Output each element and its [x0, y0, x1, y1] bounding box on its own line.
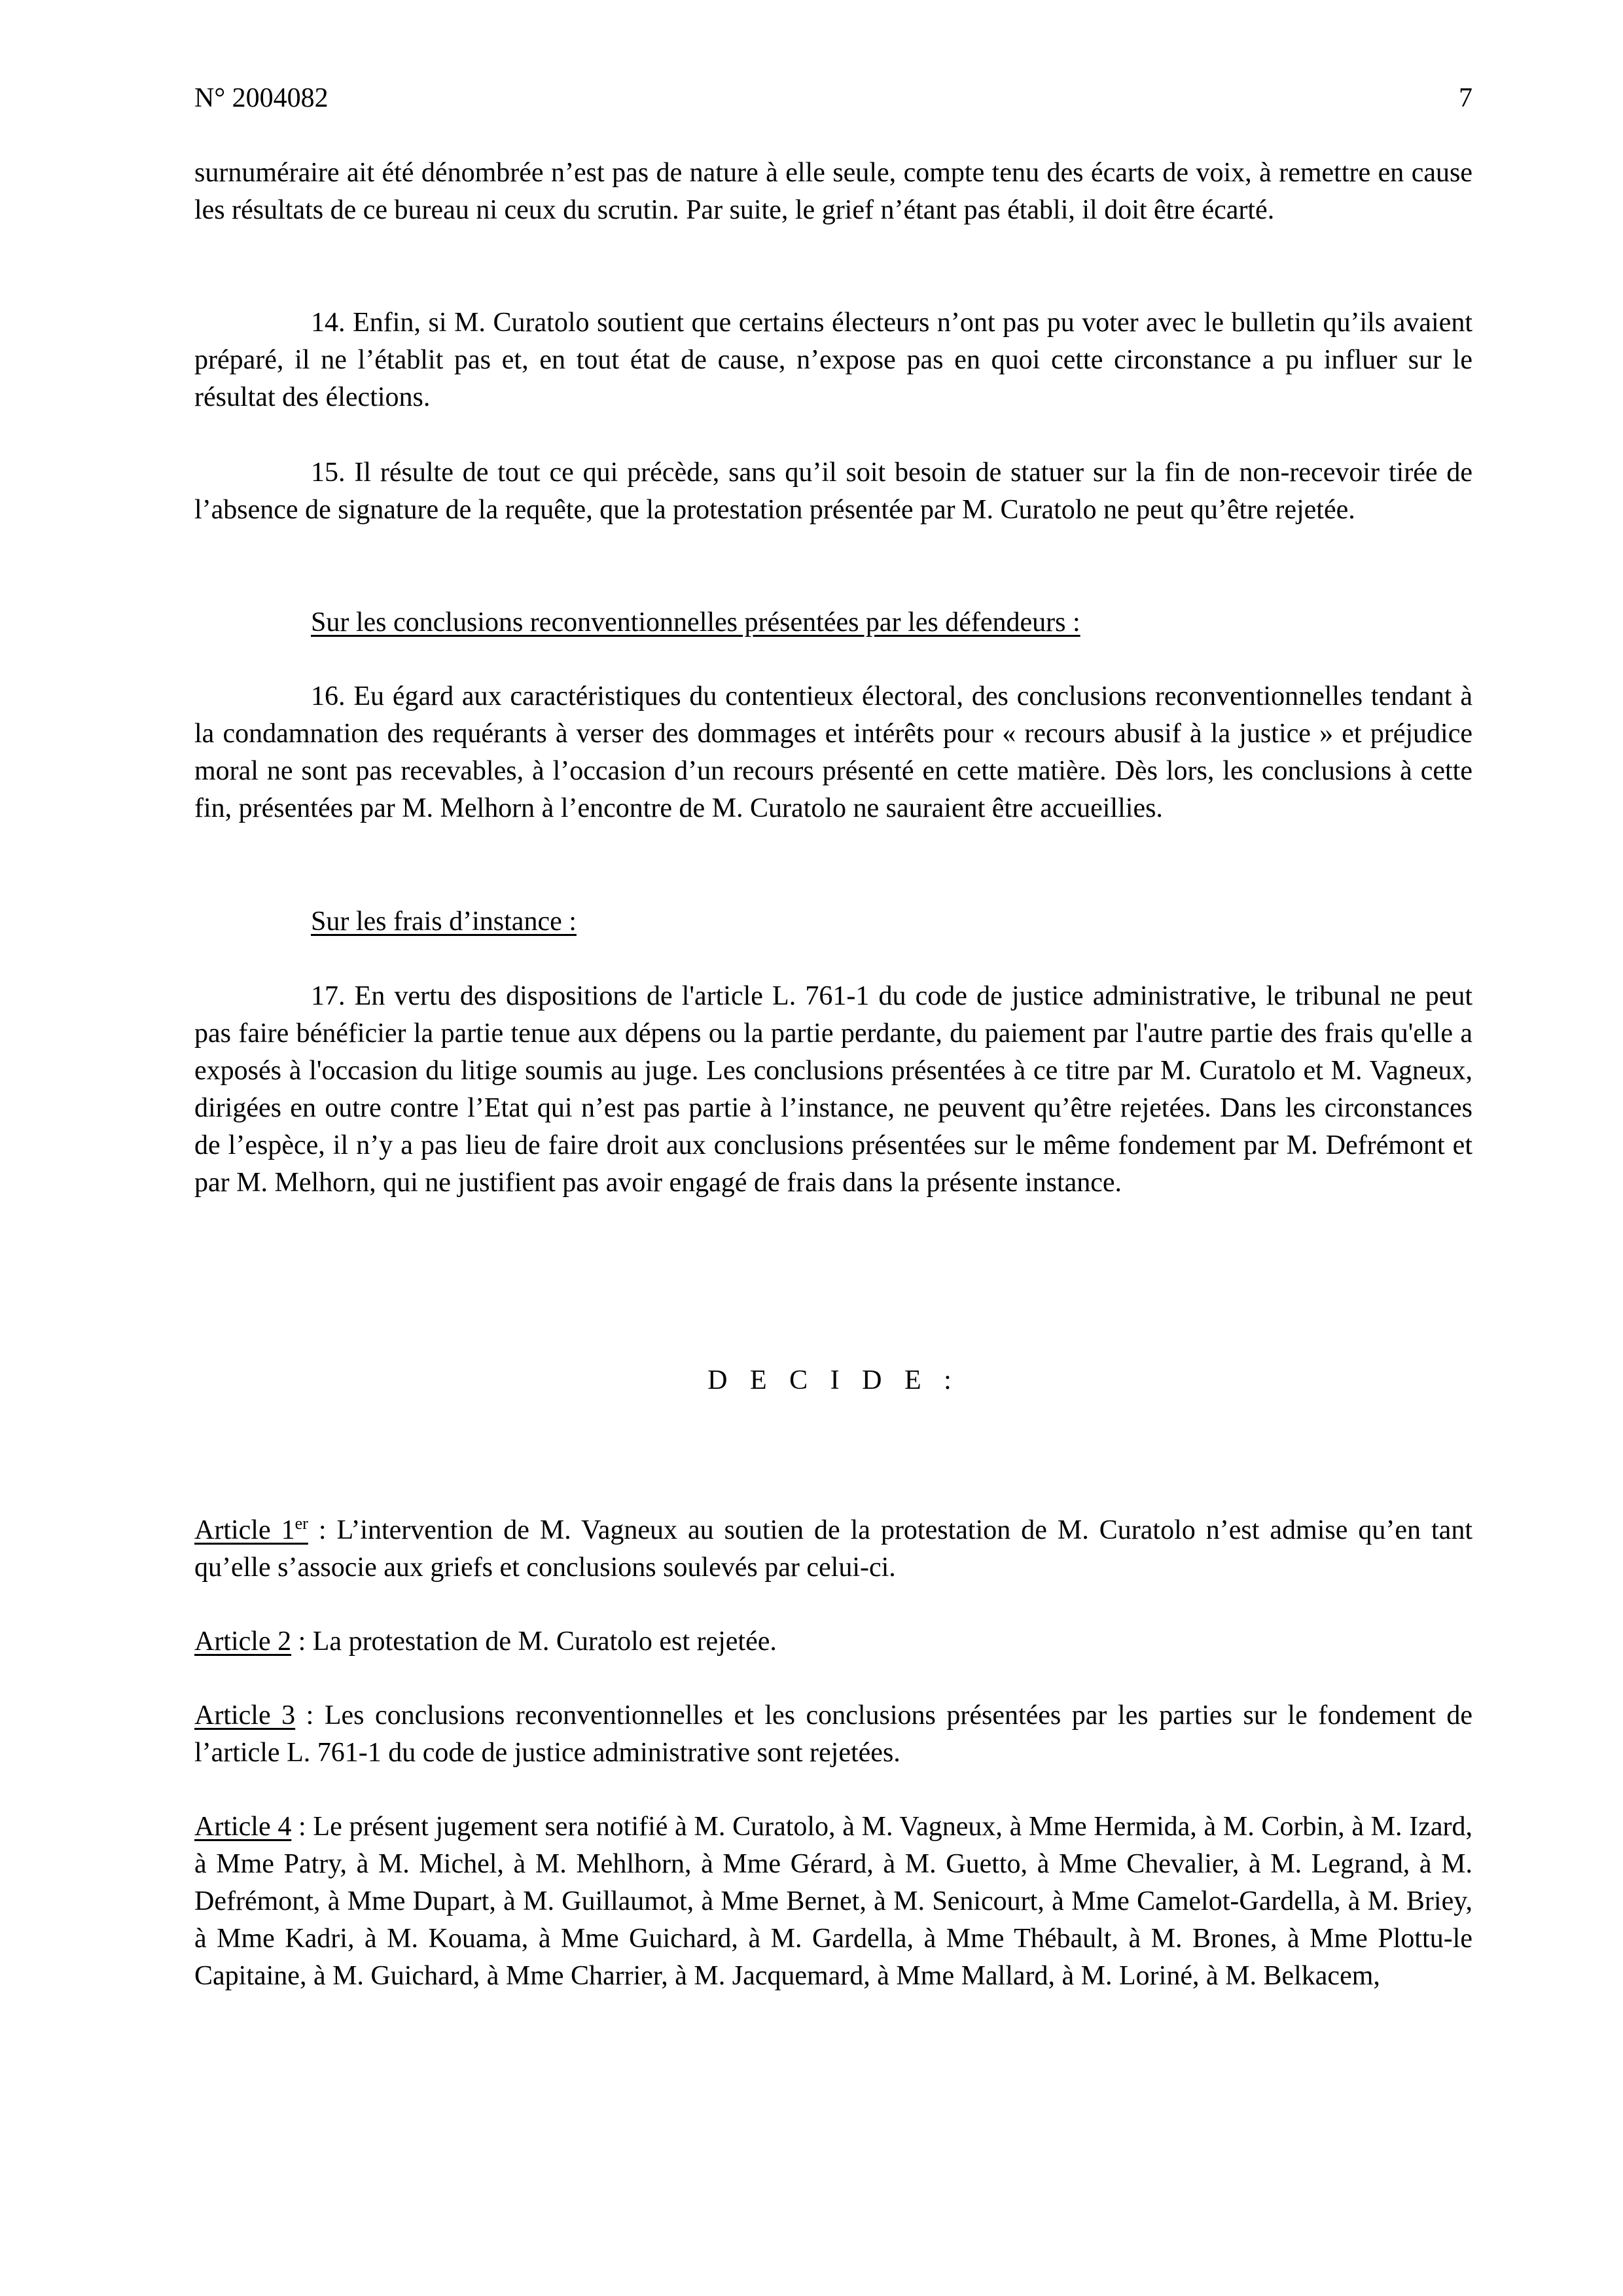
decide-title: D E C I D E : — [707, 1365, 959, 1395]
paragraph-15: 15. Il résulte de tout ce qui précède, sans qu’il soit besoin de statuer sur la fin de non-recevoir tirée de l’absence de signature de la requête, que la protestation présentée par M. Curatolo ne peut qu’être rejetée. — [194, 457, 1472, 525]
article-1-label: Article 1er — [194, 1514, 308, 1545]
article-2 — [194, 1623, 1472, 1660]
paragraph-16: 16. Eu égard aux caractéristiques du contentieux électoral, des conclusions reconventionnelles tendant à la condamnation des requérants à verser des dommages et intérêts pour « recours abusif à la justice » et préjudice moral ne sont pas recevables, à l’occasion d’un recours présenté en cette matière. Dès lors, les conclusions à cette fin, présentées par M. Melhorn à l’encontre de M. Curatolo ne sauraient être accueillies. — [194, 681, 1472, 823]
document-number: N° 2004082 — [194, 83, 329, 113]
article-3-label: Article 3 — [194, 1700, 296, 1731]
paragraph-17: 17. En vertu des dispositions de l'article L. 761-1 du code de justice administrative, le tribunal ne peut pas faire bénéficier la partie tenue aux dépens ou la partie perdante, du paiement par l'autre partie des frais qu'elle a exposés à l'occasion du litige soumis au juge. Les conclusions présentées à ce titre par M. Curatolo et M. Vagneux, dirigées en outre contre l’Etat qui n’est pas partie à l’instance, ne peuvent qu’être rejetées. Dans les circonstances de l’espèce, il n’y a pas lieu de faire droit aux conclusions présentées sur le même fondement par M. Defrémont et par M. Melhorn, qui ne justifient pas avoir engagé de frais dans la présente instance. — [194, 981, 1472, 1198]
article-3 — [194, 1697, 1472, 1772]
article-3-text: : Les conclusions reconventionnelles et les conclusions présentées par les parties sur le fondement de l’article L. 761-1 du code de justice administrative sont rejetées. — [194, 1700, 1472, 1768]
paragraph-14: 14. Enfin, si M. Curatolo soutient que certains électeurs n’ont pas pu voter avec le bulletin qu’ils avaient préparé, il ne l’établit pas et, en tout état de cause, n’expose pas en quoi cette circonstance a pu influer sur le résultat des élections. — [194, 308, 1472, 412]
paragraph-13-continued: surnuméraire ait été dénombrée n’est pas de nature à elle seule, compte tenu des écarts de voix, à remettre en cause les résultats de ce bureau ni ceux du scrutin. Par suite, le grief n’étant pas établi, il doit être écarté. — [194, 158, 1472, 225]
page-number: 7 — [1459, 83, 1472, 113]
article-4 — [194, 1808, 1472, 1995]
page-header — [194, 82, 1472, 122]
article-2-text: : La protestation de M. Curatolo est rejetée. — [291, 1626, 777, 1657]
section-heading-reconventional: Sur les conclusions reconventionnelles présentées par les défendeurs : — [311, 607, 1080, 637]
section-heading-costs: Sur les frais d’instance : — [311, 906, 577, 937]
article-4-text: : Le présent jugement sera notifié à M. Curatolo, à M. Vagneux, à Mme Hermida, à M. Corbin, à M. Izard, à Mme Patry, à M. Michel, à M. Mehlhorn, à Mme Gérard, à M. Guetto, à Mme Chevalier, à M. Legrand, à M. Defrémont, à Mme Dupart, à M. Guillaumot, à Mme Bernet, à M. Senicourt, à Mme Camelot-Gardella, à M. Briey, à Mme Kadri, à M. Kouama, à Mme Guichard, à M. Gardella, à Mme Thébault, à M. Brones, à Mme Plottu-le Capitaine, à M. Guichard, à Mme Charrier, à M. Jacquemard, à Mme Mallard, à M. Loriné, à M. Belkacem, — [194, 1812, 1472, 1991]
article-1 — [194, 1512, 1472, 1587]
article-2-label: Article 2 — [194, 1626, 292, 1657]
article-1-text: : L’intervention de M. Vagneux au soutien de la protestation de M. Curatolo n’est admise qu’en tant qu’elle s’associe aux griefs et conclusions soulevés par celui-ci. — [194, 1515, 1472, 1583]
article-4-label: Article 4 — [194, 1812, 292, 1842]
